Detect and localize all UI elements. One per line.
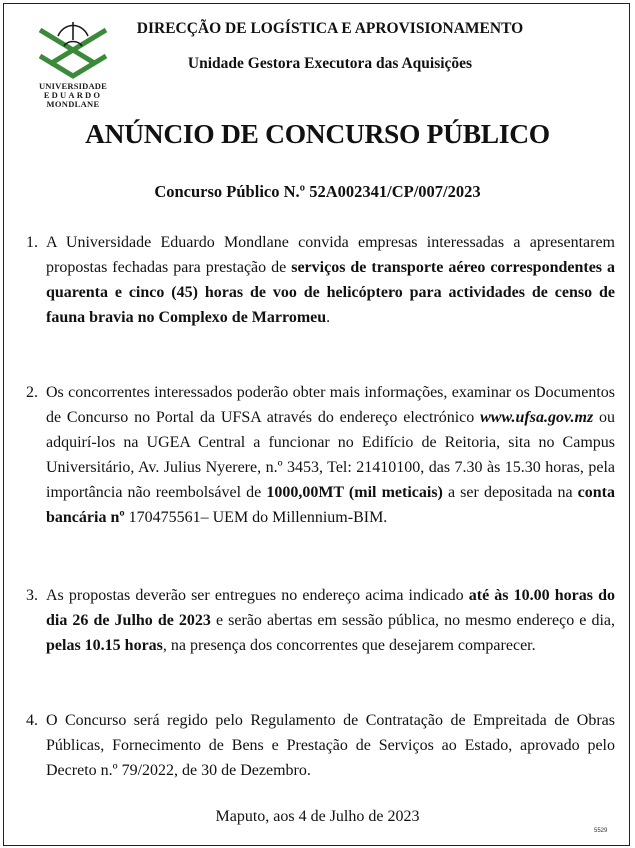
tender-reference: Concurso Público N.º 52A002341/CP/007/2023 — [154, 182, 481, 201]
clause-2 — [26, 380, 615, 530]
clause-number: 2. — [26, 384, 38, 401]
university-logo — [28, 16, 118, 109]
unit-name: Unidade Gestora Executora das Aquisições — [187, 55, 473, 72]
clause-text-segment: até às 10.00 horas do dia 26 de Julho de 2023 — [46, 587, 616, 629]
clause-text-segment: , na presença dos concorrentes que desejarem comparecer. — [162, 637, 536, 654]
clause-text-segment: ou adquirí-los na UGEA Central a funcionar no Edifício de Reitoria, sita no Campus Universitário, Av. Julius Nyerere, n.º 3453, Tel: 21410100, das 7.30 às 15.30 horas, pela importância não reembolsável de — [46, 409, 615, 501]
clause-number: 4. — [26, 712, 38, 729]
clause-text — [46, 708, 615, 783]
clause-text-segment: conta bancária nº — [46, 484, 615, 526]
logo-text-line-2: EDUARDO — [43, 90, 103, 100]
clause-text-segment: pelas 10.15 horas — [46, 637, 163, 654]
clause-text-segment: As propostas deverão ser entregues no endereço acima indicado — [46, 587, 469, 604]
clause-3 — [26, 583, 615, 658]
clause-text — [46, 230, 615, 330]
logo-text-line-3: MONDLANE — [46, 99, 100, 109]
clause-text-segment: Os concorrentes interessados poderão obter mais informações, examinar os Documentos de Concurso no Portal da UFSA através do endereço electrónico — [46, 384, 615, 426]
page-title: ANÚNCIO DE CONCURSO PÚBLICO — [85, 118, 550, 149]
clause-text-segment: www.ufsa.gov.mz — [480, 409, 594, 426]
clause-number: 3. — [26, 587, 38, 604]
department-name: DIRECÇÃO DE LOGÍSTICA E APROVISIONAMENTO — [136, 20, 524, 37]
clause-text-segment: 170475561– UEM do Millennium-BIM. — [124, 509, 388, 526]
logo-emblem-icon — [34, 16, 112, 80]
clause-1 — [26, 230, 615, 330]
clause-text-segment: . — [326, 309, 331, 326]
clause-text-segment: 1000,00MT (mil meticais) — [266, 484, 443, 501]
clause-text — [46, 380, 615, 530]
clause-text-segment: O Concurso será regido pelo Regulamento de Contratação de Empreitada de Obras Públicas, Fornecimento de Bens e Prestação de Serviços ao Estado, aprovado pelo Decreto n.º 79/2022, de 30 de Dezembro. — [46, 712, 615, 779]
place-and-date: Maputo, aos 4 de Julho de 2023 — [215, 808, 420, 825]
clause-number: 1. — [26, 234, 38, 251]
clause-text-segment: e serão abertas em sessão pública, no mesmo endereço e dia, — [210, 612, 615, 629]
logo-text-line-1: UNIVERSIDADE — [38, 81, 108, 91]
document-code: 5529 — [594, 828, 608, 834]
clause-text-segment: a ser depositada na — [442, 484, 578, 501]
clause-text — [46, 583, 615, 658]
clause-4 — [26, 708, 615, 783]
clause-text-segment: A Universidade Eduardo Mondlane convida empresas interessadas a apresentarem propostas fechadas para prestação de — [46, 234, 615, 276]
clause-text-segment: serviços de transporte aéreo correspondentes a quarenta e cinco (45) horas de voo de helicóptero para actividades de censo de fauna bravia no Complexo de Marromeu — [46, 259, 615, 326]
